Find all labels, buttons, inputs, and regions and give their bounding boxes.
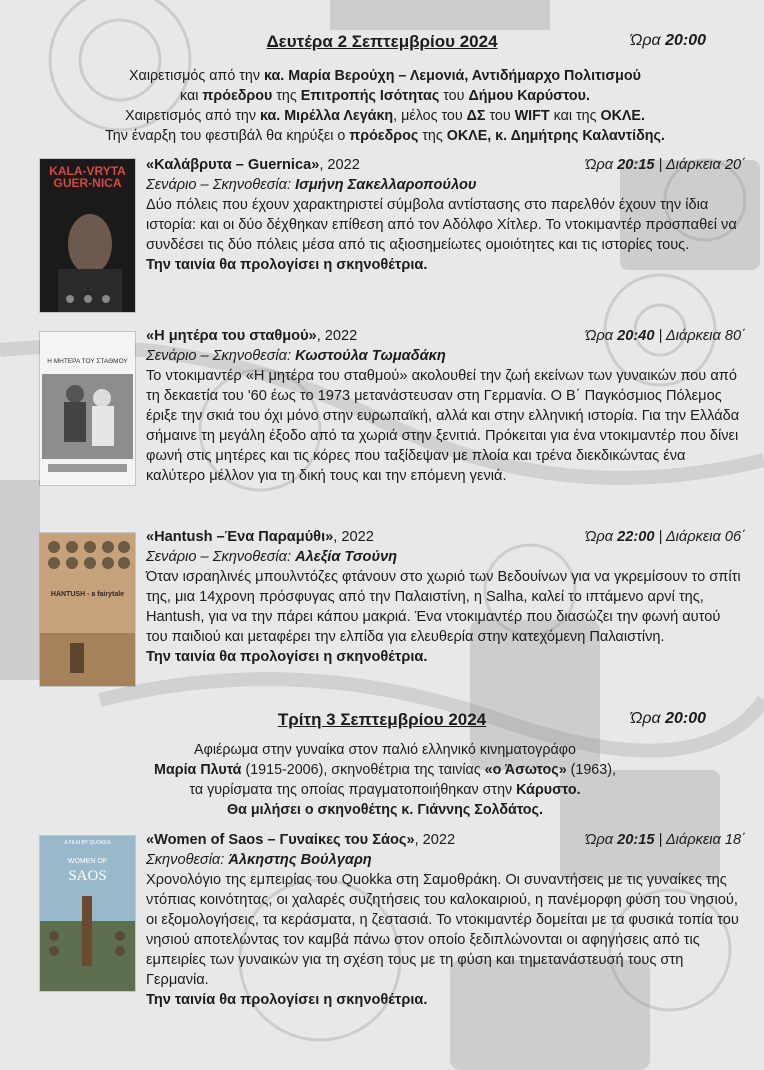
intro-line-3: Χαιρετισμός από την κα. Μιρέλλα Λεγάκη, μέλος του ΔΣ του WIFT και της ΟΚΛΕ. (125, 108, 645, 124)
poster-women-of-saos (40, 836, 135, 991)
day2-intro-line-1: Αφιέρωμα στην γυναίκα στον παλιό ελληνικό κινηματογράφο (194, 742, 576, 758)
day2-intro (40, 740, 730, 820)
day1-time-label: Ώρα (629, 32, 661, 49)
film-description: Χρονολόγιο της εμπειρίας του Quokka στη Σαμοθράκη. Οι συναντήσεις με τις γυναίκες της ντόπιας κοινότητας, οι χαλαρές συζητήσεις του καλοκαιριού, η πανέμορφη φύση του νησιού, οι εξομολογήσεις, τα κεράσματα, η ζεστασιά. Το ντοκιμαντέρ δομείται με τα φυσικά τοπία του νησιού αποτελώντας τον καμβά πάνω στον οποίο ξεδιπλώνονται οι αφηγήσεις από τις εμπειρίες των γυναικών για τη σχέση τους με τη φύση και τημετανάστευσή τους στη Γερμανία. (146, 872, 739, 988)
film-note: Την ταινία θα προλογίσει η σκηνοθέτρια. (146, 649, 428, 665)
poster-mitera-title: Η ΜΗΤΕΡΑ ΤΟΥ ΣΤΑΘΜΟΥ (47, 358, 128, 365)
film-note: Την ταινία θα προλογίσει η σκηνοθέτρια. (146, 992, 428, 1008)
film-description: Όταν ισραηλινές μπουλντόζες φτάνουν στο χωριό των Βεδουίνων για να γκρεμίσουν το σπίτι της, μια 14χρονη πρόσφυγας από την Παλαιστίνη, η Salha, καλεί το ιπτάμενο αρνί της, Hantush, για να την πάρει κάπου μακριά. Ένα ντοκιμαντέρ που διασώζει την φωνή αυτού του παιδιού και μεταφέρει την ελπίδα για ελευθερία στην κατεχόμενη Παλαιστίνη. (146, 569, 741, 645)
day2-title: Τρίτη 3 Σεπτεμβρίου 2024 (277, 710, 487, 729)
day2-time-value: 20:00 (665, 710, 706, 727)
film-year: , 2022 (333, 529, 374, 545)
intro-line-4: Την έναρξη του φεστιβάλ θα κηρύξει ο πρόεδρος της ΟΚΛΕ, κ. Δημήτρης Καλαντίδης. (105, 128, 665, 144)
poster-saos-title1: WOMEN OF (67, 858, 108, 865)
film-description: Το ντοκιμαντέρ «Η μητέρα του σταθμού» ακολουθεί την ζωή εκείνων των γυναικών που από τη δεκαετία του '60 έως το 1973 μετανάστευσαν στη Γερμανία. Ο Β΄ Παγκόσμιος Πόλεμος έριξε την σκιά του όχι μόνο στην ευρωπαϊκή, αλλά και στην ελληνική ιστορία. Για την Ελλάδα σήμαινε τη μεγάλη έξοδο από τα χωριά στην ξενιτιά. Πρόκειται για ένα ντοκιμαντέρ που δίνει φωνή στις μητέρες και τις κόρες που ταξίδεψαν με πλοία και τρένα διεκδικώντας ένα καλύτερο μέλλον για τη δική τους και την επόμενη γενιά. (146, 368, 740, 484)
day1-intro (40, 66, 730, 146)
day2-intro-line-2: Μαρία Πλυτά (1915-2006), σκηνοθέτρια της ταινίας «ο Άσωτος» (1963), (154, 762, 616, 778)
poster-saos-title2: SAOS (68, 868, 107, 884)
day1-time (630, 32, 706, 50)
film-credit: Σενάριο – Σκηνοθεσία: Κωστούλα Τωμαδάκη (146, 348, 446, 364)
film-title: «Η μητέρα του σταθμού» (146, 328, 317, 344)
film-year: , 2022 (316, 328, 358, 344)
film-description: Δύο πόλεις που έχουν χαρακτηριστεί σύμβολα αντίστασης στο παρελθόν έχουν την ίδια ιστορία: και οι δύο δέχθηκαν επίθεση από τον Αδόλφο Χίτλερ. Το ντοκιμαντέρ προσπαθεί να συνδέσει τις δύο πόλεις μέσα από τις αξιοσημείωτες ομοιότητες και τις ιστορίες τους. (146, 197, 737, 253)
poster-hantush-title: HANTUSH - a fairytale (50, 591, 125, 598)
day2-intro-line-4: Θα μιλήσει ο σκηνοθέτης κ. Γιάννης Σολδάτος. (227, 802, 543, 818)
intro-line-1: Χαιρετισμός από την κα. Μαρία Βερούχη – Λεμονιά, Αντιδήμαρχο Πολιτισμού (129, 68, 641, 84)
intro-line-2: και πρόεδρου της Επιτροπής Ισότητας του Δήμου Καρύστου. (180, 88, 590, 104)
poster-kalavryta-title: KALA-VRYTA GUER-NICA (49, 164, 126, 190)
film-time: Ώρα 20:40 | Διάρκεια 80΄ (585, 328, 746, 344)
poster-mitera (40, 332, 135, 485)
day1-title: Δευτέρα 2 Σεπτεμβρίου 2024 (266, 32, 498, 51)
film-hantush-body (146, 527, 746, 667)
film-women-of-saos-body (146, 830, 746, 1010)
poster-saos-credit: A FILM BY QUOKKA (64, 840, 111, 846)
film-year: , 2022 (319, 157, 360, 173)
film-time: Ώρα 20:15 | Διάρκεια 20΄ (585, 157, 746, 173)
film-mitera-body (146, 326, 746, 486)
poster-kalavryta (40, 159, 135, 312)
film-kalavryta-body (146, 155, 746, 275)
film-year: , 2022 (414, 832, 456, 848)
film-title: «Hantush –Ένα Παραμύθι» (146, 529, 334, 545)
day2-intro-line-3: τα γυρίσματα της οποίας πραγματοποιήθηκαν στην Κάρυστο. (189, 782, 581, 798)
film-note: Την ταινία θα προλογίσει η σκηνοθέτρια. (146, 257, 428, 273)
film-credit: Σενάριο – Σκηνοθεσία: Αλεξία Τσούνη (146, 549, 398, 565)
film-time: Ώρα 20:15 | Διάρκεια 18΄ (585, 832, 746, 848)
day2-time (630, 710, 706, 728)
day2-time-label: Ώρα (629, 710, 661, 727)
film-title: «Καλάβρυτα – Guernica» (146, 157, 320, 173)
film-credit: Σκηνοθεσία: Άλκηστης Βούλγαρη (146, 852, 372, 868)
film-title: «Women of Saos – Γυναίκες του Σάος» (146, 832, 415, 848)
film-time: Ώρα 22:00 | Διάρκεια 06΄ (585, 529, 746, 545)
poster-hantush (40, 533, 135, 686)
film-credit: Σενάριο – Σκηνοθεσία: Ισμήνη Σακελλαροπούλου (146, 177, 477, 193)
day1-time-value: 20:00 (665, 32, 706, 49)
